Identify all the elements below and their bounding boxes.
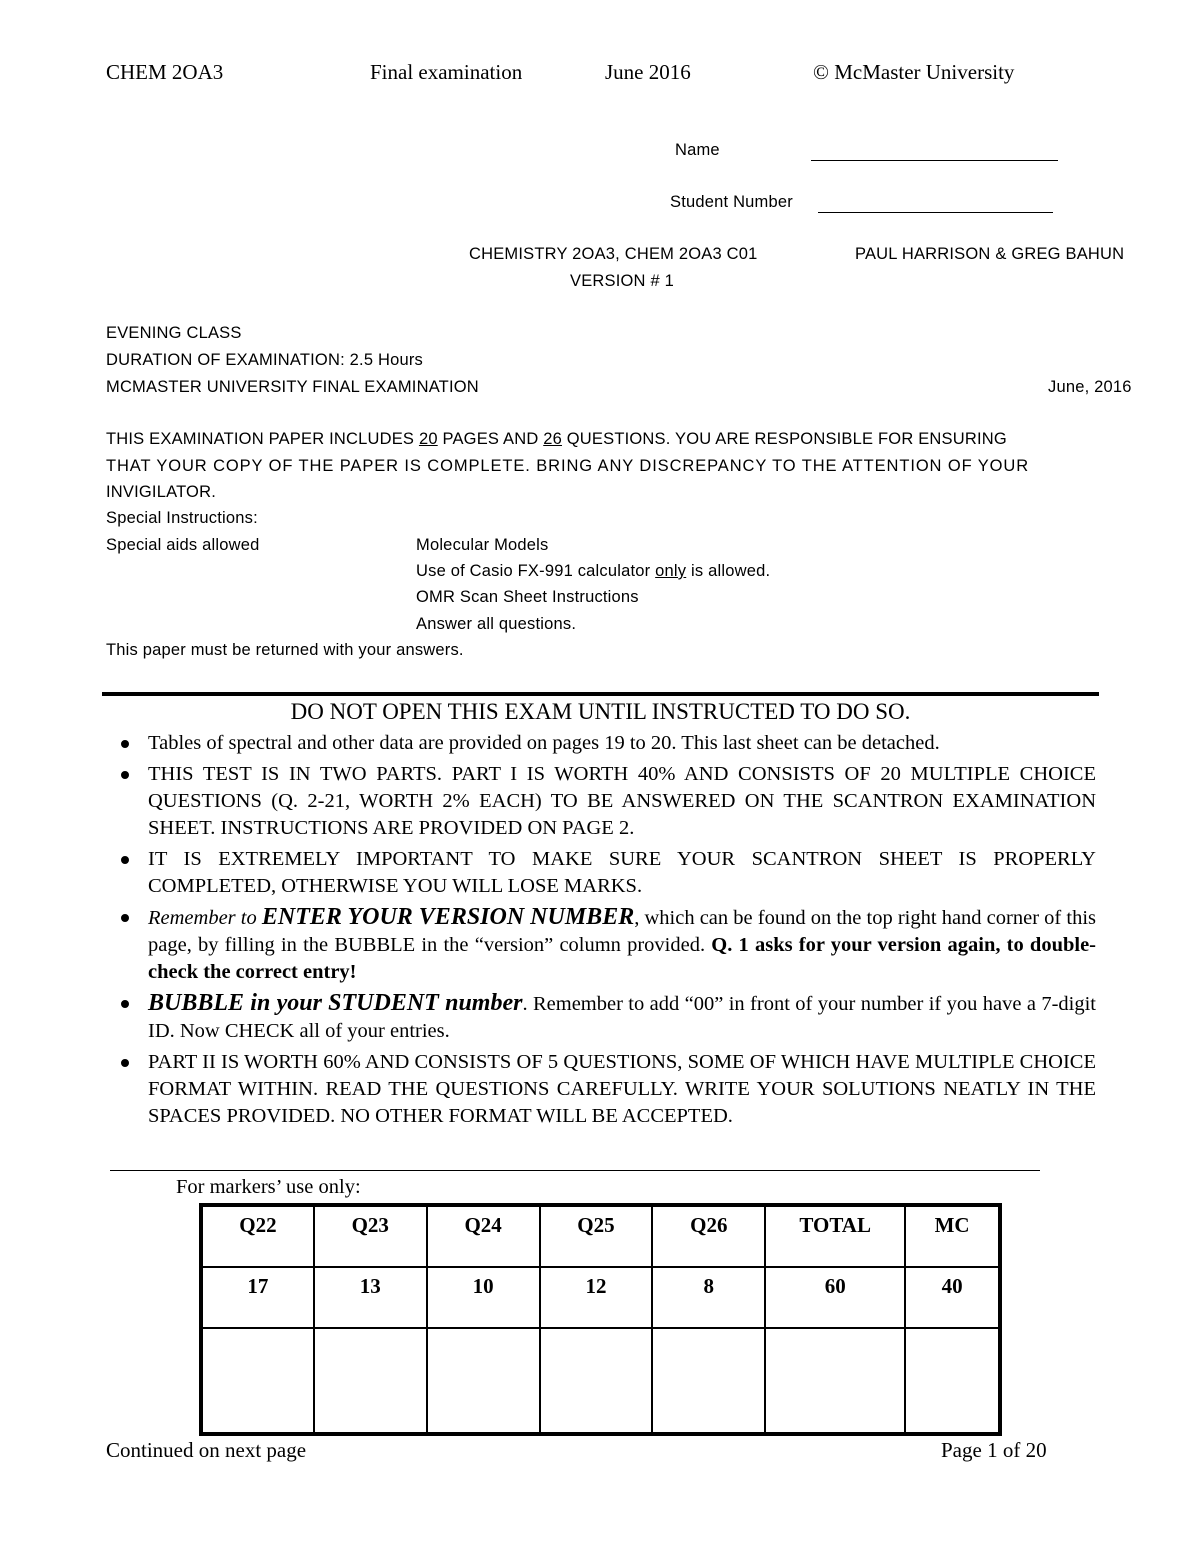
duration-line	[106, 351, 423, 370]
markers-table	[199, 1203, 1002, 1436]
bullet-icon	[121, 740, 129, 748]
bullet-text: Tables of spectral and other data are provided on pages 19 to 20. This last sheet can be detached.	[148, 732, 940, 754]
return-note: This paper must be returned with your answers.	[106, 641, 464, 659]
duration-label: DURATION OF EXAMINATION:	[106, 351, 350, 369]
special-aids-label: Special aids allowed	[106, 536, 260, 554]
score-cell[interactable]	[652, 1328, 765, 1434]
table-header: MC	[905, 1205, 1000, 1267]
exam-date: June 2016	[605, 60, 691, 84]
score-cell[interactable]	[427, 1328, 540, 1434]
table-header: Q24	[427, 1205, 540, 1267]
paper-notice-line1	[106, 430, 1094, 449]
aid-calculator	[416, 562, 770, 581]
divider	[110, 1170, 1040, 1171]
list-item	[108, 1049, 1096, 1130]
name-field[interactable]	[811, 160, 1058, 161]
table-cell: 12	[540, 1267, 653, 1328]
table-cell: 13	[314, 1267, 427, 1328]
score-cell[interactable]	[765, 1328, 905, 1434]
bullet-icon	[121, 914, 129, 922]
list-item	[108, 761, 1096, 842]
table-cell: 17	[201, 1267, 314, 1328]
table-header: Q23	[314, 1205, 427, 1267]
list-item	[108, 846, 1096, 900]
divider	[102, 692, 1099, 696]
score-cell[interactable]	[201, 1328, 314, 1434]
paper-notice-line2: THAT YOUR COPY OF THE PAPER IS COMPLETE. BRING ANY DISCREPANCY TO THE ATTENTION OF YOUR	[106, 457, 1030, 475]
exam-date-long: June, 2016	[1048, 378, 1132, 396]
bullet-text: . Remember to add “00” in front of your number if you have a 7-digit ID. Now CHECK all of your entries.	[148, 993, 1097, 1042]
student-number-label: Student Number	[670, 193, 793, 211]
notice-text: QUESTIONS. YOU ARE RESPONSIBLE FOR ENSURING	[561, 430, 1007, 448]
aid-molecular-models: Molecular Models	[416, 536, 549, 554]
notice-text: THIS EXAMINATION PAPER INCLUDES	[106, 430, 419, 448]
bullet-text-bold: Q. 1 asks for your version again, to double-check the correct entry!	[148, 934, 1096, 983]
markers-label: For markers’ use only:	[176, 1176, 361, 1198]
table-cell: 40	[905, 1267, 1000, 1328]
paper-notice-line3: INVIGILATOR.	[106, 483, 216, 501]
bullet-text: , which can be found on the top right hand corner of this page, by filling in the BUBBLE in the “version” column provided.	[148, 907, 1096, 956]
bullet-text: IT IS EXTREMELY IMPORTANT TO MAKE SURE YOUR SCANTRON SHEET IS PROPERLY COMPLETED, OTHERWISE YOU WILL LOSE MARKS.	[148, 848, 1096, 897]
bullet-text: PART II IS WORTH 60% AND CONSISTS OF 5 QUESTIONS, SOME OF WHICH HAVE MULTIPLE CHOICE FORMAT WITHIN. READ THE QUESTIONS CAREFULLY. WRITE YOUR SOLUTIONS NEATLY IN THE SPACES PROVIDED. NO OTHER FORMAT WILL BE ACCEPTED.	[148, 1051, 1096, 1127]
page-count: 20	[418, 430, 438, 448]
instructions-list	[108, 730, 1096, 1134]
page-number: Page 1 of 20	[941, 1438, 1047, 1462]
list-item	[108, 990, 1096, 1045]
table-row	[201, 1267, 1000, 1328]
question-count: 26	[543, 430, 562, 448]
score-cell[interactable]	[314, 1328, 427, 1434]
course-code: CHEM 2OA3	[106, 60, 224, 84]
table-row	[201, 1205, 1000, 1267]
bullet-text: THIS TEST IS IN TWO PARTS. PART I IS WORTH 40% AND CONSISTS OF 20 MULTIPLE CHOICE QUESTIONS (Q. 2-21, WORTH 2% EACH) TO BE ANSWERED ON THE SCANTRON EXAMINATION SHEET. INSTRUCTIONS ARE PROVIDED ON PAGE 2.	[148, 763, 1096, 839]
aid-text: Use of Casio FX-991 calculator	[416, 562, 656, 580]
notice-text: PAGES AND	[437, 430, 544, 448]
bullet-icon	[121, 771, 129, 779]
bullet-text-italic: Remember to	[148, 907, 262, 929]
table-cell: 10	[427, 1267, 540, 1328]
aid-answer-all: Answer all questions.	[416, 615, 577, 633]
aid-omr: OMR Scan Sheet Instructions	[416, 588, 639, 606]
exam-type: Final examination	[370, 60, 523, 84]
copyright: © McMaster University	[813, 60, 1015, 84]
version-number: VERSION # 1	[570, 272, 674, 290]
continued-note: Continued on next page	[106, 1438, 307, 1462]
duration-value: 2.5 Hours	[349, 351, 423, 369]
table-cell: 60	[765, 1267, 905, 1328]
instructors: PAUL HARRISON & GREG BAHUN	[855, 245, 1125, 263]
table-cell: 8	[652, 1267, 765, 1328]
do-not-open-banner: DO NOT OPEN THIS EXAM UNTIL INSTRUCTED TO DO SO.	[290, 699, 911, 724]
table-header: Q26	[652, 1205, 765, 1267]
bullet-icon	[121, 1000, 129, 1008]
table-header: Q22	[201, 1205, 314, 1267]
course-line: CHEMISTRY 2OA3, CHEM 2OA3 C01	[469, 245, 758, 263]
student-number-field[interactable]	[818, 212, 1053, 213]
special-instructions-label: Special Instructions:	[106, 509, 258, 527]
university-line: MCMASTER UNIVERSITY FINAL EXAMINATION	[106, 378, 479, 396]
class-label: EVENING CLASS	[106, 324, 242, 342]
score-cell[interactable]	[540, 1328, 653, 1434]
bullet-text-bold-italic: ENTER YOUR VERSION NUMBER	[261, 904, 635, 930]
name-label: Name	[675, 141, 720, 159]
table-header: TOTAL	[765, 1205, 905, 1267]
bullet-text-bold-italic: BUBBLE in your STUDENT number	[148, 990, 523, 1016]
aid-emphasis: only	[655, 562, 687, 580]
list-item	[108, 730, 1096, 757]
aid-text: is allowed.	[686, 562, 771, 580]
table-row	[201, 1328, 1000, 1434]
score-cell[interactable]	[905, 1328, 1000, 1434]
bullet-icon	[121, 1059, 129, 1067]
list-item	[108, 904, 1096, 986]
bullet-icon	[121, 856, 129, 864]
table-header: Q25	[540, 1205, 653, 1267]
